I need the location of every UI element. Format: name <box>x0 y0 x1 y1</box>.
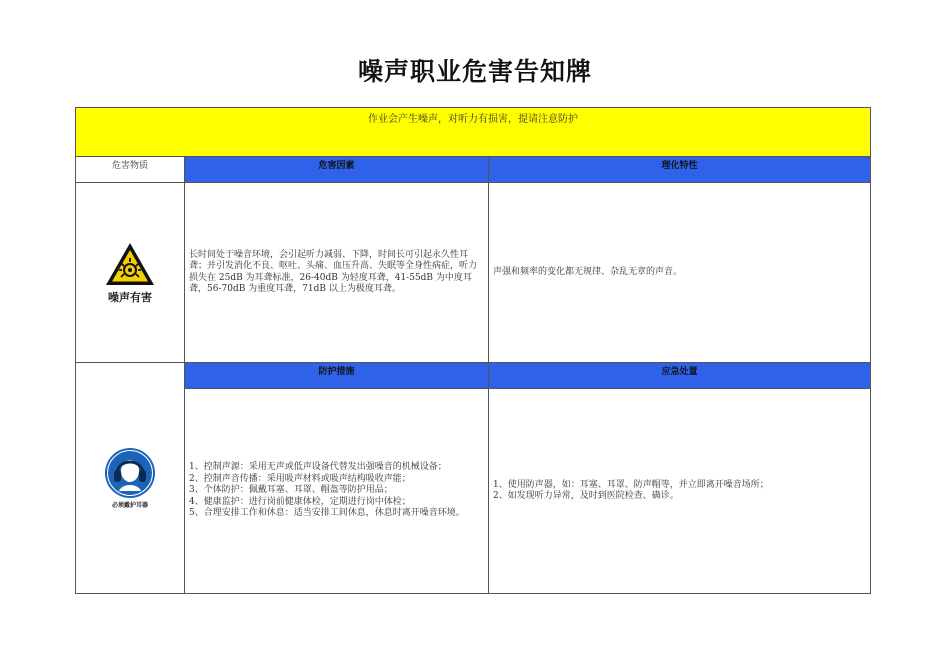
protection-item: 1、控制声源：采用无声或低声设备代替发出强噪音的机械设备； <box>189 462 447 473</box>
divider <box>488 157 489 593</box>
protection-list <box>189 462 465 520</box>
noise-hazard-sign <box>76 183 184 362</box>
emergency-item: 2、如发现听力异常，及时到医院检查、确诊。 <box>493 491 679 501</box>
page-title: 噪声职业危害告知牌 <box>357 57 592 86</box>
divider <box>184 388 870 389</box>
hazard-factor-header: 危害因素 <box>185 157 488 182</box>
emergency-list <box>493 480 769 503</box>
hazard-factor-content: 长时间处于噪音环境，会引起听力减弱、下降，时间长可引起永久性耳聋；并引发消化不良、呕吐、头痛、血压升高、失眠等全身性病症，听力损失在 25dB 为耳聋标准，26-40dB 为轻度耳聋，41-55dB 为中度耳聋，56-70dB 为重度耳聋，71dB 以上为极度耳聋。 <box>189 249 478 294</box>
protection-measures <box>185 389 488 593</box>
protection-item: 5、合理安排工作和休息：适当安排工间休息，休息时离开噪音环境。 <box>189 508 465 519</box>
divider <box>76 182 870 183</box>
warning-banner: 作业会产生噪声，对听力有损害，提请注意防护 <box>76 108 870 157</box>
property-text <box>489 183 870 362</box>
ear-protection-mandatory-icon <box>104 447 156 499</box>
emergency-measures <box>489 389 870 593</box>
property-header: 理化特性 <box>489 157 870 182</box>
divider <box>184 157 185 593</box>
hazard-factor-text <box>185 183 488 362</box>
ear-protection-caption: 必须戴护耳器 <box>111 502 148 509</box>
notice-board <box>75 107 871 594</box>
emergency-header: 应急处置 <box>489 363 870 388</box>
hazard-substance-label: 危害物质 <box>111 161 148 171</box>
protection-item: 2、控制声音传播：采用吸声材料或吸声结构吸收声能； <box>189 473 411 484</box>
property-content: 声强和频率的变化都无规律、杂乱无章的声音。 <box>493 266 683 277</box>
protection-item: 3、个体防护：佩戴耳塞、耳罩、帽盔等防护用品； <box>189 485 393 496</box>
noise-hazard-warning-icon <box>104 241 156 287</box>
protection-item: 4、健康监护：进行岗前健康体检，定期进行岗中体检； <box>189 496 411 507</box>
noise-hazard-caption: 噪声有害 <box>108 290 152 304</box>
ear-protection-sign <box>76 363 184 593</box>
divider <box>76 362 870 363</box>
emergency-item: 1、使用防声器，如：耳塞、耳罩、防声帽等，并立即离开噪音场所； <box>493 479 769 490</box>
protection-header: 防护措施 <box>185 363 488 388</box>
